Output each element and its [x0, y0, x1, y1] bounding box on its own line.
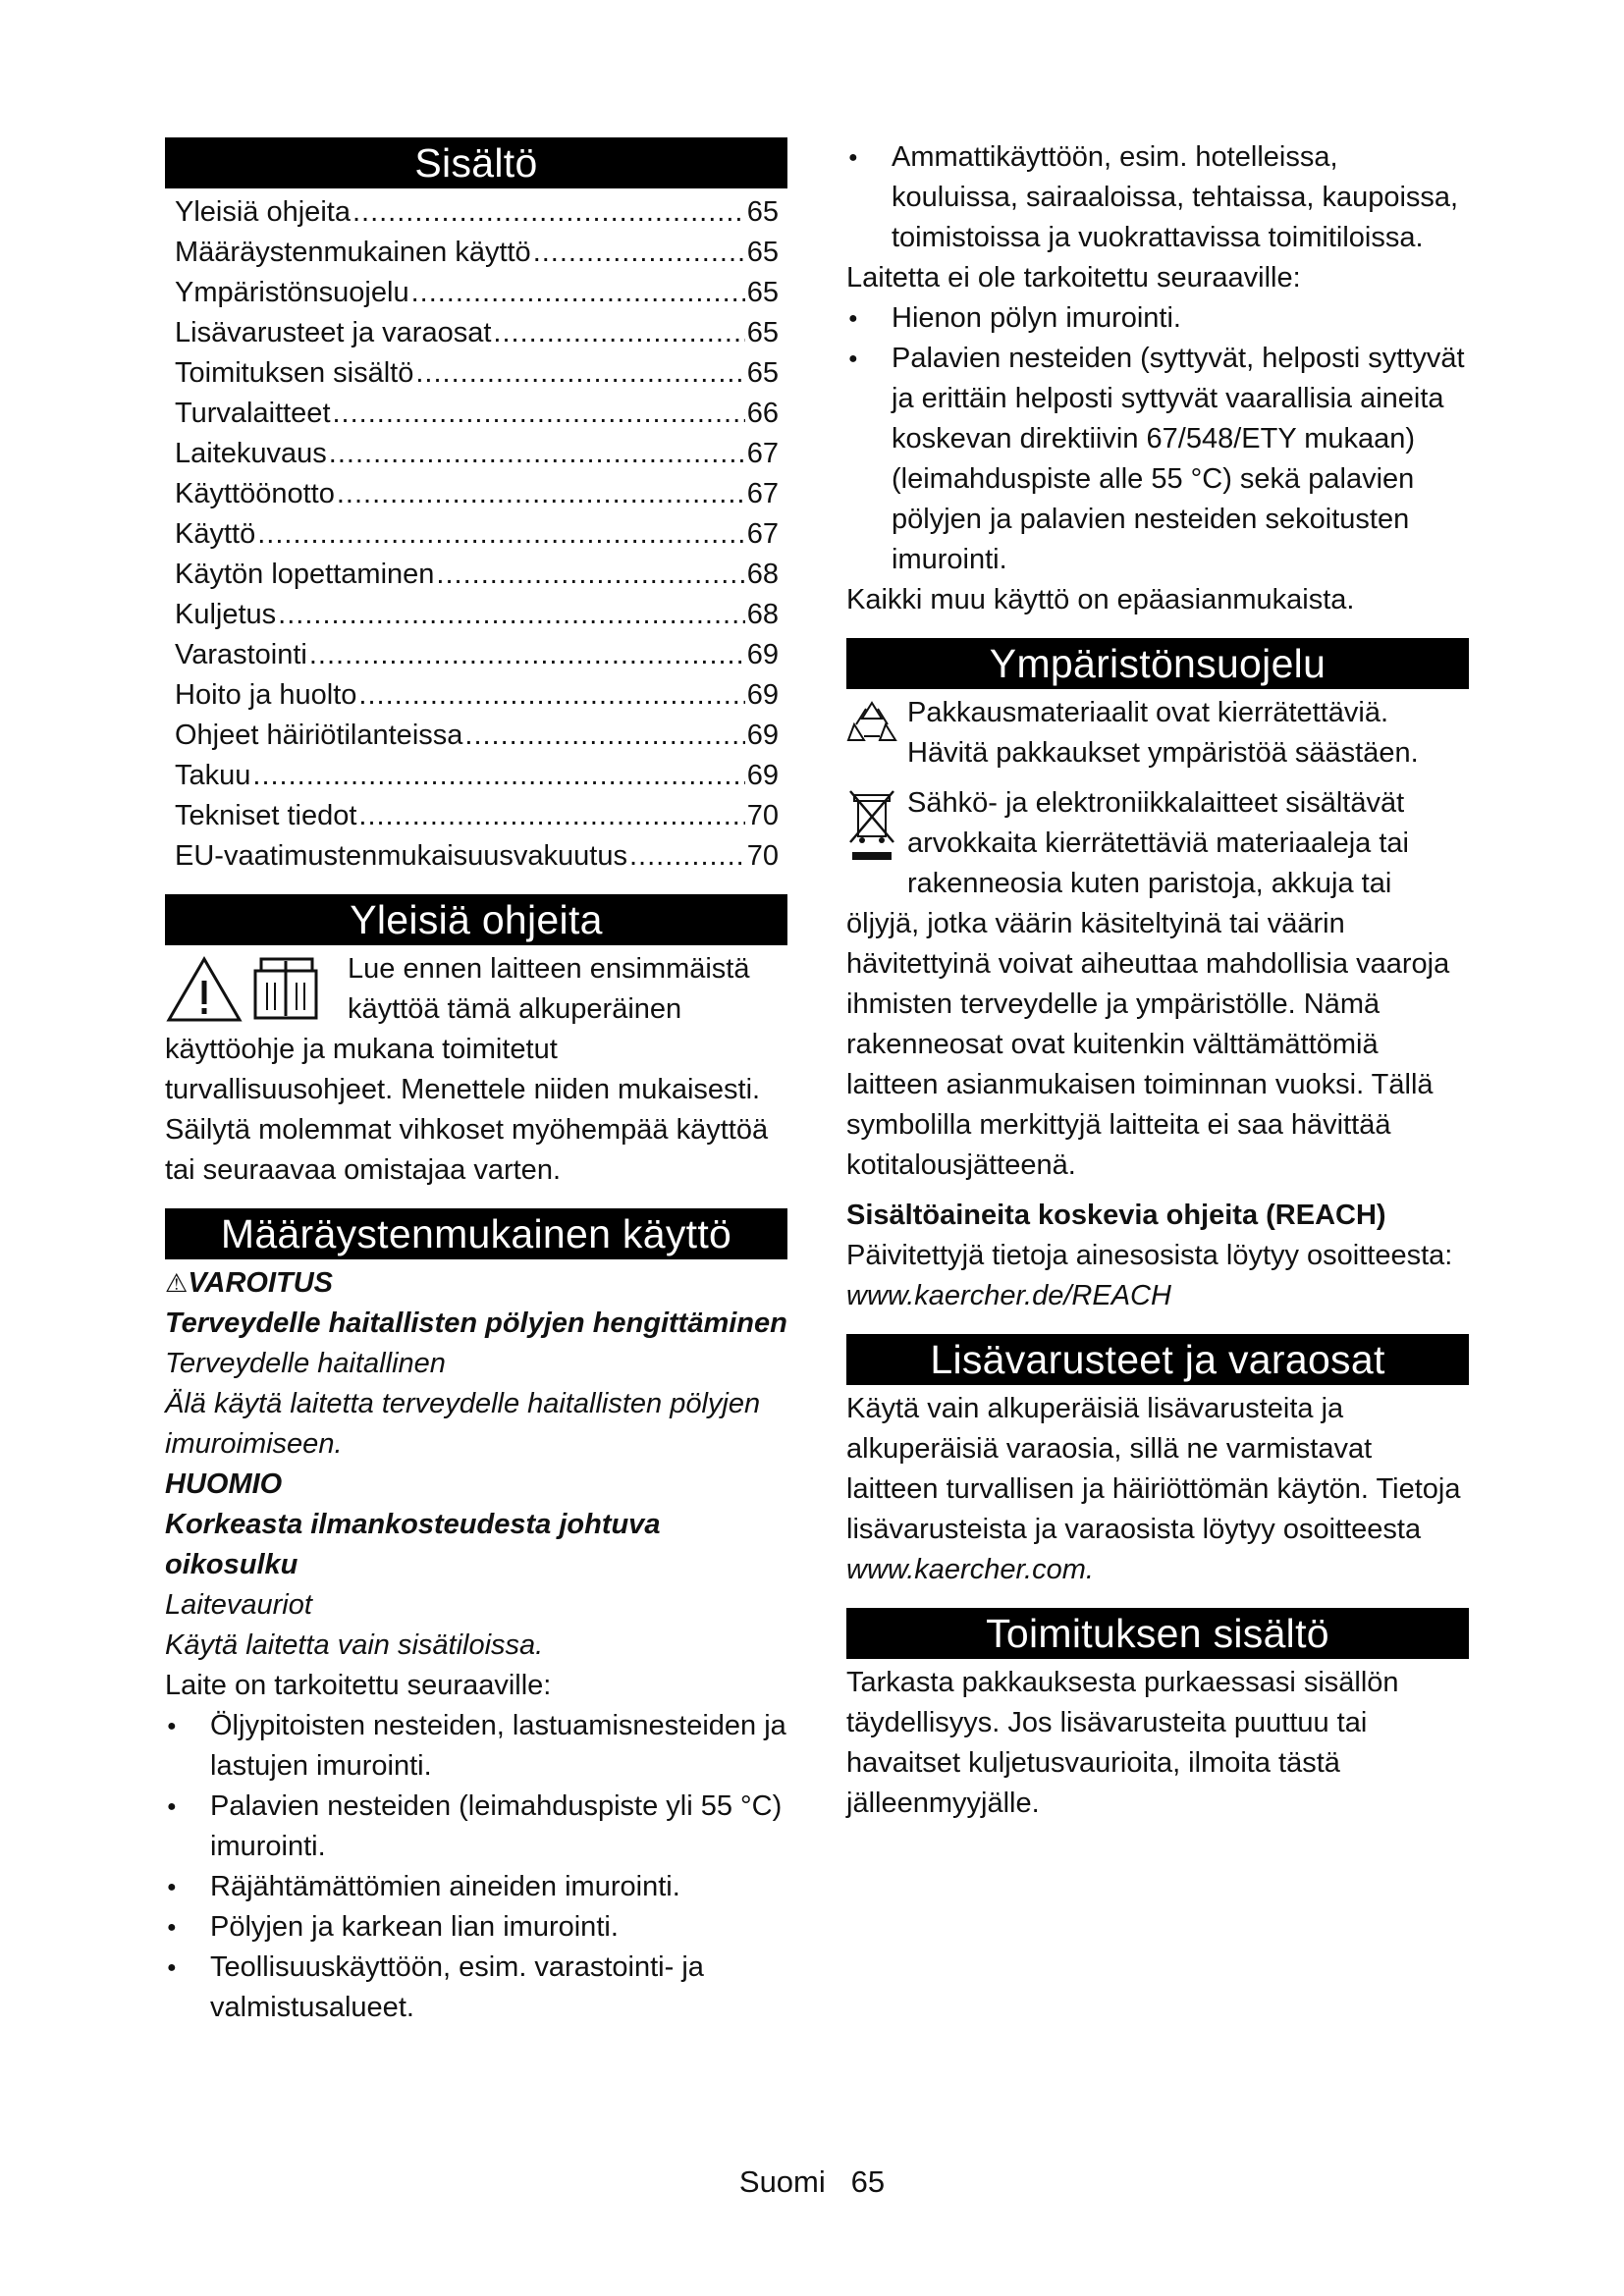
warning-small-icon: ⚠: [165, 1268, 189, 1298]
list-item: ● Palavien nesteiden (syttyvät, helposti syttyvät ja erittäin helposti syttyvät vaarallisia aineita koskevan direktiivin 67/548/ETY mukaan) (leimahduspiste alle 55 °C) sekä palavien pölyjen ja palavien nesteiden sekoitusten imurointi.: [846, 339, 1469, 580]
general-heading: Yleisiä ohjeita: [165, 894, 787, 945]
toc-row[interactable]: Turvalaitteet ..... 66: [175, 394, 779, 434]
notice-action: Käytä laitetta vain sisätiloissa.: [165, 1629, 544, 1661]
recycle-block: [846, 693, 1469, 774]
accessories-text: Käytä vain alkuperäisiä lisävarusteita ja alkuperäisiä varaosia, sillä ne varmistavat laitteen turvallisen ja häiriöttömän käytön. Tietoja lisävarusteista ja varaosista löytyy osoitteesta www.kaercher.com.: [846, 1393, 1461, 1585]
toc-row[interactable]: Käyttö ..... 67: [175, 514, 779, 555]
toc-row[interactable]: Ympäristönsuojelu ..... 65: [175, 273, 779, 313]
list-item: ● Pölyjen ja karkean lian imurointi.: [165, 1907, 787, 1948]
warning-triangle-icon: [169, 959, 240, 1020]
list-item: ● Räjähtämättömien aineiden imurointi.: [165, 1867, 787, 1907]
footer-language: Suomi: [738, 2164, 826, 2199]
intended-use-heading: Määräystenmukainen käyttö: [165, 1208, 787, 1259]
toc-row[interactable]: Takuu ..... 69: [175, 756, 779, 796]
list-item: ● Palavien nesteiden (leimahduspiste yli 55 °C) imurointi.: [165, 1787, 787, 1867]
toc-row[interactable]: Lisävarusteet ja varaosat ..... 65: [175, 313, 779, 353]
reach-text: Päivitettyjä tietoja ainesosista löytyy osoitteesta: www.kaercher.de/REACH: [846, 1240, 1453, 1311]
crossed-bin-icon: [846, 787, 897, 866]
reach-link[interactable]: www.kaercher.de/REACH: [846, 1280, 1171, 1311]
toc-row[interactable]: Kuljetus ..... 68: [175, 595, 779, 635]
notice-consequence: Laitevauriot: [165, 1589, 312, 1621]
intended-intro: Laite on tarkoitettu seuraaville:: [165, 1670, 552, 1701]
delivery-text: Tarkasta pakkauksesta purkaessasi sisällön täydellisyys. Jos lisävarusteita puuttuu tai havaitset kuljetusvaurioita, ilmoita tästä jälleenmyyjälle.: [846, 1667, 1399, 1819]
toc-row[interactable]: Määräystenmukainen käyttö ..... 65: [175, 233, 779, 273]
not-intended-list: [846, 298, 1469, 580]
reach-heading: Sisältöaineita koskevia ohjeita (REACH): [846, 1200, 1386, 1231]
toc-row[interactable]: Käytön lopettaminen ..... 68: [175, 555, 779, 595]
toc-row[interactable]: Ohjeet häiriötilanteissa ..... 69: [175, 716, 779, 756]
accessories-heading: Lisävarusteet ja varaosat: [846, 1334, 1469, 1385]
weee-text: Sähkö- ja elektroniikkalaitteet sisältävät arvokkaita kierrätettäviä materiaaleja tai rakenneosia kuten paristoja, akkuja tai öljyjä, jotka väärin käsiteltyinä tai väärin hävitettyinä voivat aiheuttaa mahdollisia vaaroja ihmisten terveydelle ja ympäristölle. Nämä rakenneosat ovat kuitenkin välttämättömiä laitteen asianmukaisen toiminnan vuoksi. Tällä symbolilla merkittyjä laitteita ei saa hävittää kotitalousjätteenä.: [846, 787, 1450, 1181]
toc-row[interactable]: Tekniset tiedot ..... 70: [175, 796, 779, 836]
page-number: 65: [850, 2164, 886, 2199]
not-intended-intro: Laitetta ei ole tarkoitettu seuraaville:: [846, 262, 1301, 294]
kaercher-link[interactable]: www.kaercher.com.: [846, 1554, 1094, 1585]
warning-heading: Terveydelle haitallisten pölyjen hengittäminen: [165, 1308, 787, 1339]
notice-label: HUOMIO: [165, 1468, 283, 1500]
list-item: ● Teollisuuskäyttöön, esim. varastointi- ja valmistusalueet.: [165, 1948, 787, 2028]
table-of-contents: [175, 192, 779, 877]
contents-heading: Sisältö: [165, 137, 787, 188]
intended-closing: Kaikki muu käyttö on epäasianmukaista.: [846, 584, 1355, 615]
toc-row[interactable]: Toimituksen sisältö ..... 65: [175, 353, 779, 394]
intended-list-continued: [846, 137, 1469, 258]
warning-action: Älä käytä laitetta terveydelle haitallisten pölyjen imuroimiseen.: [165, 1388, 761, 1460]
left-column: [165, 137, 787, 2028]
notice-heading: Korkeasta ilmankosteudesta johtuva oikosulku: [165, 1509, 661, 1580]
recycle-text: Pakkausmateriaalit ovat kierrätettäviä. Hävitä pakkaukset ympäristöä säästäen.: [907, 697, 1419, 769]
general-text: Lue ennen laitteen ensimmäistä käyttöä tämä alkuperäinen käyttöohje ja mukana toimitetut turvallisuusohjeet. Menettele niiden mukaisesti. Säilytä molemmat vihkoset myöhempää käyttöä tai seuraavaa omistajaa varten.: [165, 953, 769, 1186]
right-column: [846, 137, 1469, 1824]
environment-heading: Ympäristönsuojelu: [846, 638, 1469, 689]
toc-row[interactable]: Varastointi ..... 69: [175, 635, 779, 675]
warning-consequence: Terveydelle haitallinen: [165, 1348, 446, 1379]
delivery-heading: Toimituksen sisältö: [846, 1608, 1469, 1659]
list-item: ● Ammattikäyttöön, esim. hotelleissa, kouluissa, sairaaloissa, tehtaissa, kaupoissa, toimistoissa ja vuokrattavissa toimitiloissa.: [846, 137, 1469, 258]
list-item: ● Öljypitoisten nesteiden, lastuamisnesteiden ja lastujen imurointi.: [165, 1706, 787, 1787]
toc-row[interactable]: Yleisiä ohjeita ..... 65: [175, 192, 779, 233]
page-footer: [0, 2164, 1624, 2200]
manual-book-icon: [255, 959, 316, 1018]
warning-manual-icons: [165, 953, 338, 1024]
toc-row[interactable]: Laitekuvaus ..... 67: [175, 434, 779, 474]
general-block: [165, 949, 787, 1191]
toc-row[interactable]: Hoito ja huolto ..... 69: [175, 675, 779, 716]
toc-row[interactable]: Käyttöönotto ..... 67: [175, 474, 779, 514]
recycle-icon: [846, 697, 897, 744]
weee-block: [846, 783, 1469, 1186]
list-item: ● Hienon pölyn imurointi.: [846, 298, 1469, 339]
warning-label: ⚠VAROITUS: [165, 1267, 334, 1299]
intended-list: [165, 1706, 787, 2028]
toc-row[interactable]: EU-vaatimustenmukaisuusvakuutus ..... 70: [175, 836, 779, 877]
